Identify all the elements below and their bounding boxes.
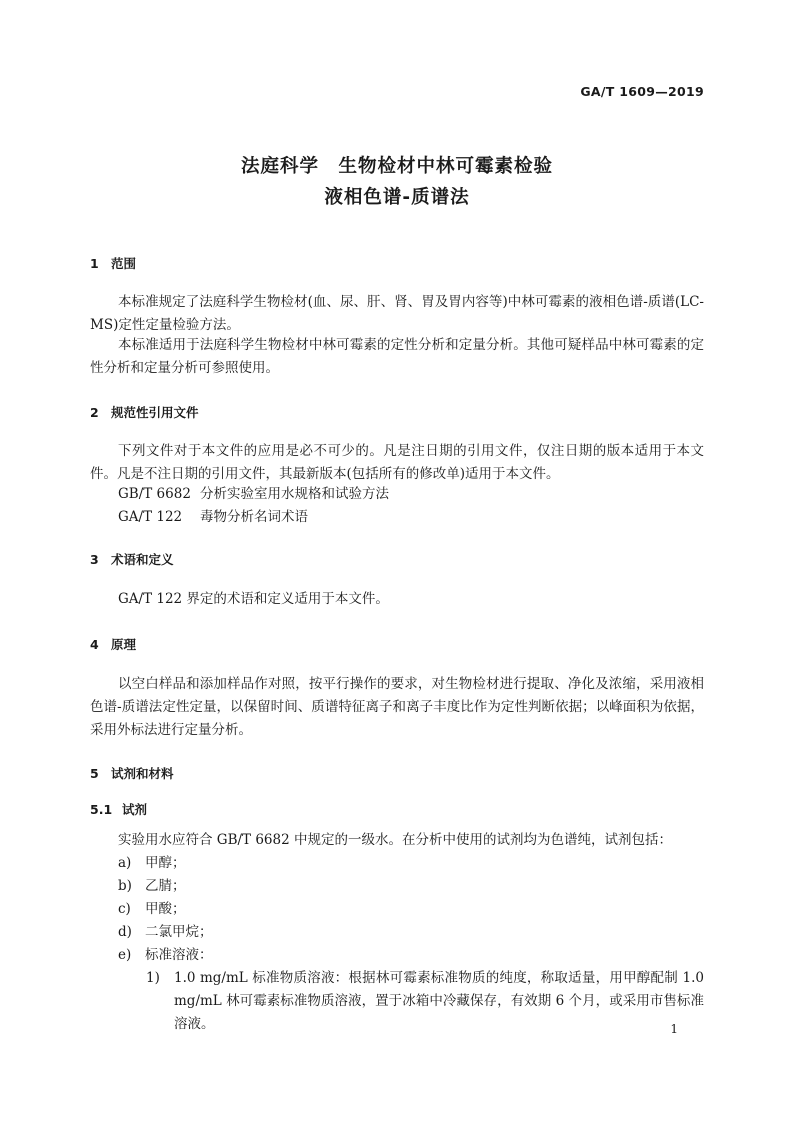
paragraph: GA/T 122 界定的术语和定义适用于本文件。: [118, 591, 389, 607]
section-heading-5: [90, 764, 174, 782]
sub-list-label: 1): [146, 970, 160, 986]
paragraph: 下列文件对于本文件的应用是必不可少的。凡是注日期的引用文件，仅注日期的版本适用于本文件。凡是不注日期的引用文件，其最新版本(包括所有的修改单)适用于本文件。: [90, 443, 704, 482]
document-code: GA/T 1609—2019: [580, 84, 704, 99]
section-number: 2: [90, 405, 99, 420]
section-number: 5.1: [90, 802, 113, 817]
list-label: b): [118, 878, 132, 894]
list-item: [118, 944, 213, 967]
sub-list-text: 1.0 mg/mL 标准物质溶液：根据林可霉素标准物质的纯度，称取适量，用甲醇配制 1.0 mg/mL 林可霉素标准物质溶液，置于冰箱中冷藏保存，有效期 6 个月，或采用市售标准溶液。: [174, 970, 704, 1032]
section-title: 试剂: [122, 802, 148, 817]
paragraph: 实验用水应符合 GB/T 6682 中规定的一级水。在分析中使用的试剂均为色谱纯，试剂包括：: [118, 832, 672, 848]
list-text: 标准溶液：: [145, 947, 213, 963]
section-title: 规范性引用文件: [111, 405, 199, 420]
list-label: d): [118, 924, 132, 940]
sub-list-item: [146, 967, 704, 1036]
reference-code: GB/T 6682: [118, 486, 191, 502]
page-number: 1: [670, 1022, 678, 1036]
section-number: 3: [90, 552, 99, 567]
section-title: 试剂和材料: [111, 766, 174, 781]
list-item: [118, 875, 186, 898]
section-number: 1: [90, 256, 99, 271]
section-heading-3: [90, 550, 174, 568]
section-number: 5: [90, 766, 99, 781]
document-title: 法庭科学 生物检材中林可霉素检验: [240, 156, 553, 177]
paragraph: 本标准适用于法庭科学生物检材中林可霉素的定性分析和定量分析。其他可疑样品中林可霉素的定性分析和定量分析可参照使用。: [90, 337, 704, 376]
reference-title: 分析实验室用水规格和试验方法: [200, 486, 389, 502]
reference-item: [118, 483, 389, 506]
section-heading-4: [90, 635, 136, 653]
section-number: 4: [90, 637, 99, 652]
paragraph: 以空白样品和添加样品作对照，按平行操作的要求，对生物检材进行提取、净化及浓缩，采用液相色谱-质谱法定性定量，以保留时间、质谱特征离子和离子丰度比作为定性判断依据；以峰面积为依据，采用外标法进行定量分析。: [90, 676, 704, 738]
list-item: [118, 898, 186, 921]
list-text: 乙腈；: [145, 878, 186, 894]
list-text: 甲酸；: [145, 901, 186, 917]
section-title: 术语和定义: [111, 552, 174, 567]
subsection-heading-5-1: [90, 800, 147, 818]
list-label: a): [118, 855, 132, 871]
list-label: c): [118, 901, 131, 917]
section-heading-2: [90, 403, 199, 421]
paragraph: 本标准规定了法庭科学生物检材(血、尿、肝、肾、胃及胃内容等)中林可霉素的液相色谱-质谱(LC-MS)定性定量检验方法。: [90, 294, 704, 333]
section-title: 范围: [111, 256, 137, 271]
section-heading-1: [90, 254, 136, 272]
section-title: 原理: [111, 637, 137, 652]
reference-item: [118, 506, 308, 529]
list-item: [118, 852, 186, 875]
list-label: e): [118, 947, 132, 963]
list-item: [118, 921, 213, 944]
document-subtitle: 液相色谱-质谱法: [324, 187, 470, 208]
reference-title: 毒物分析名词术语: [200, 509, 308, 525]
list-text: 二氯甲烷；: [145, 924, 213, 940]
reference-code: GA/T 122: [118, 509, 183, 525]
list-text: 甲醇；: [145, 855, 186, 871]
